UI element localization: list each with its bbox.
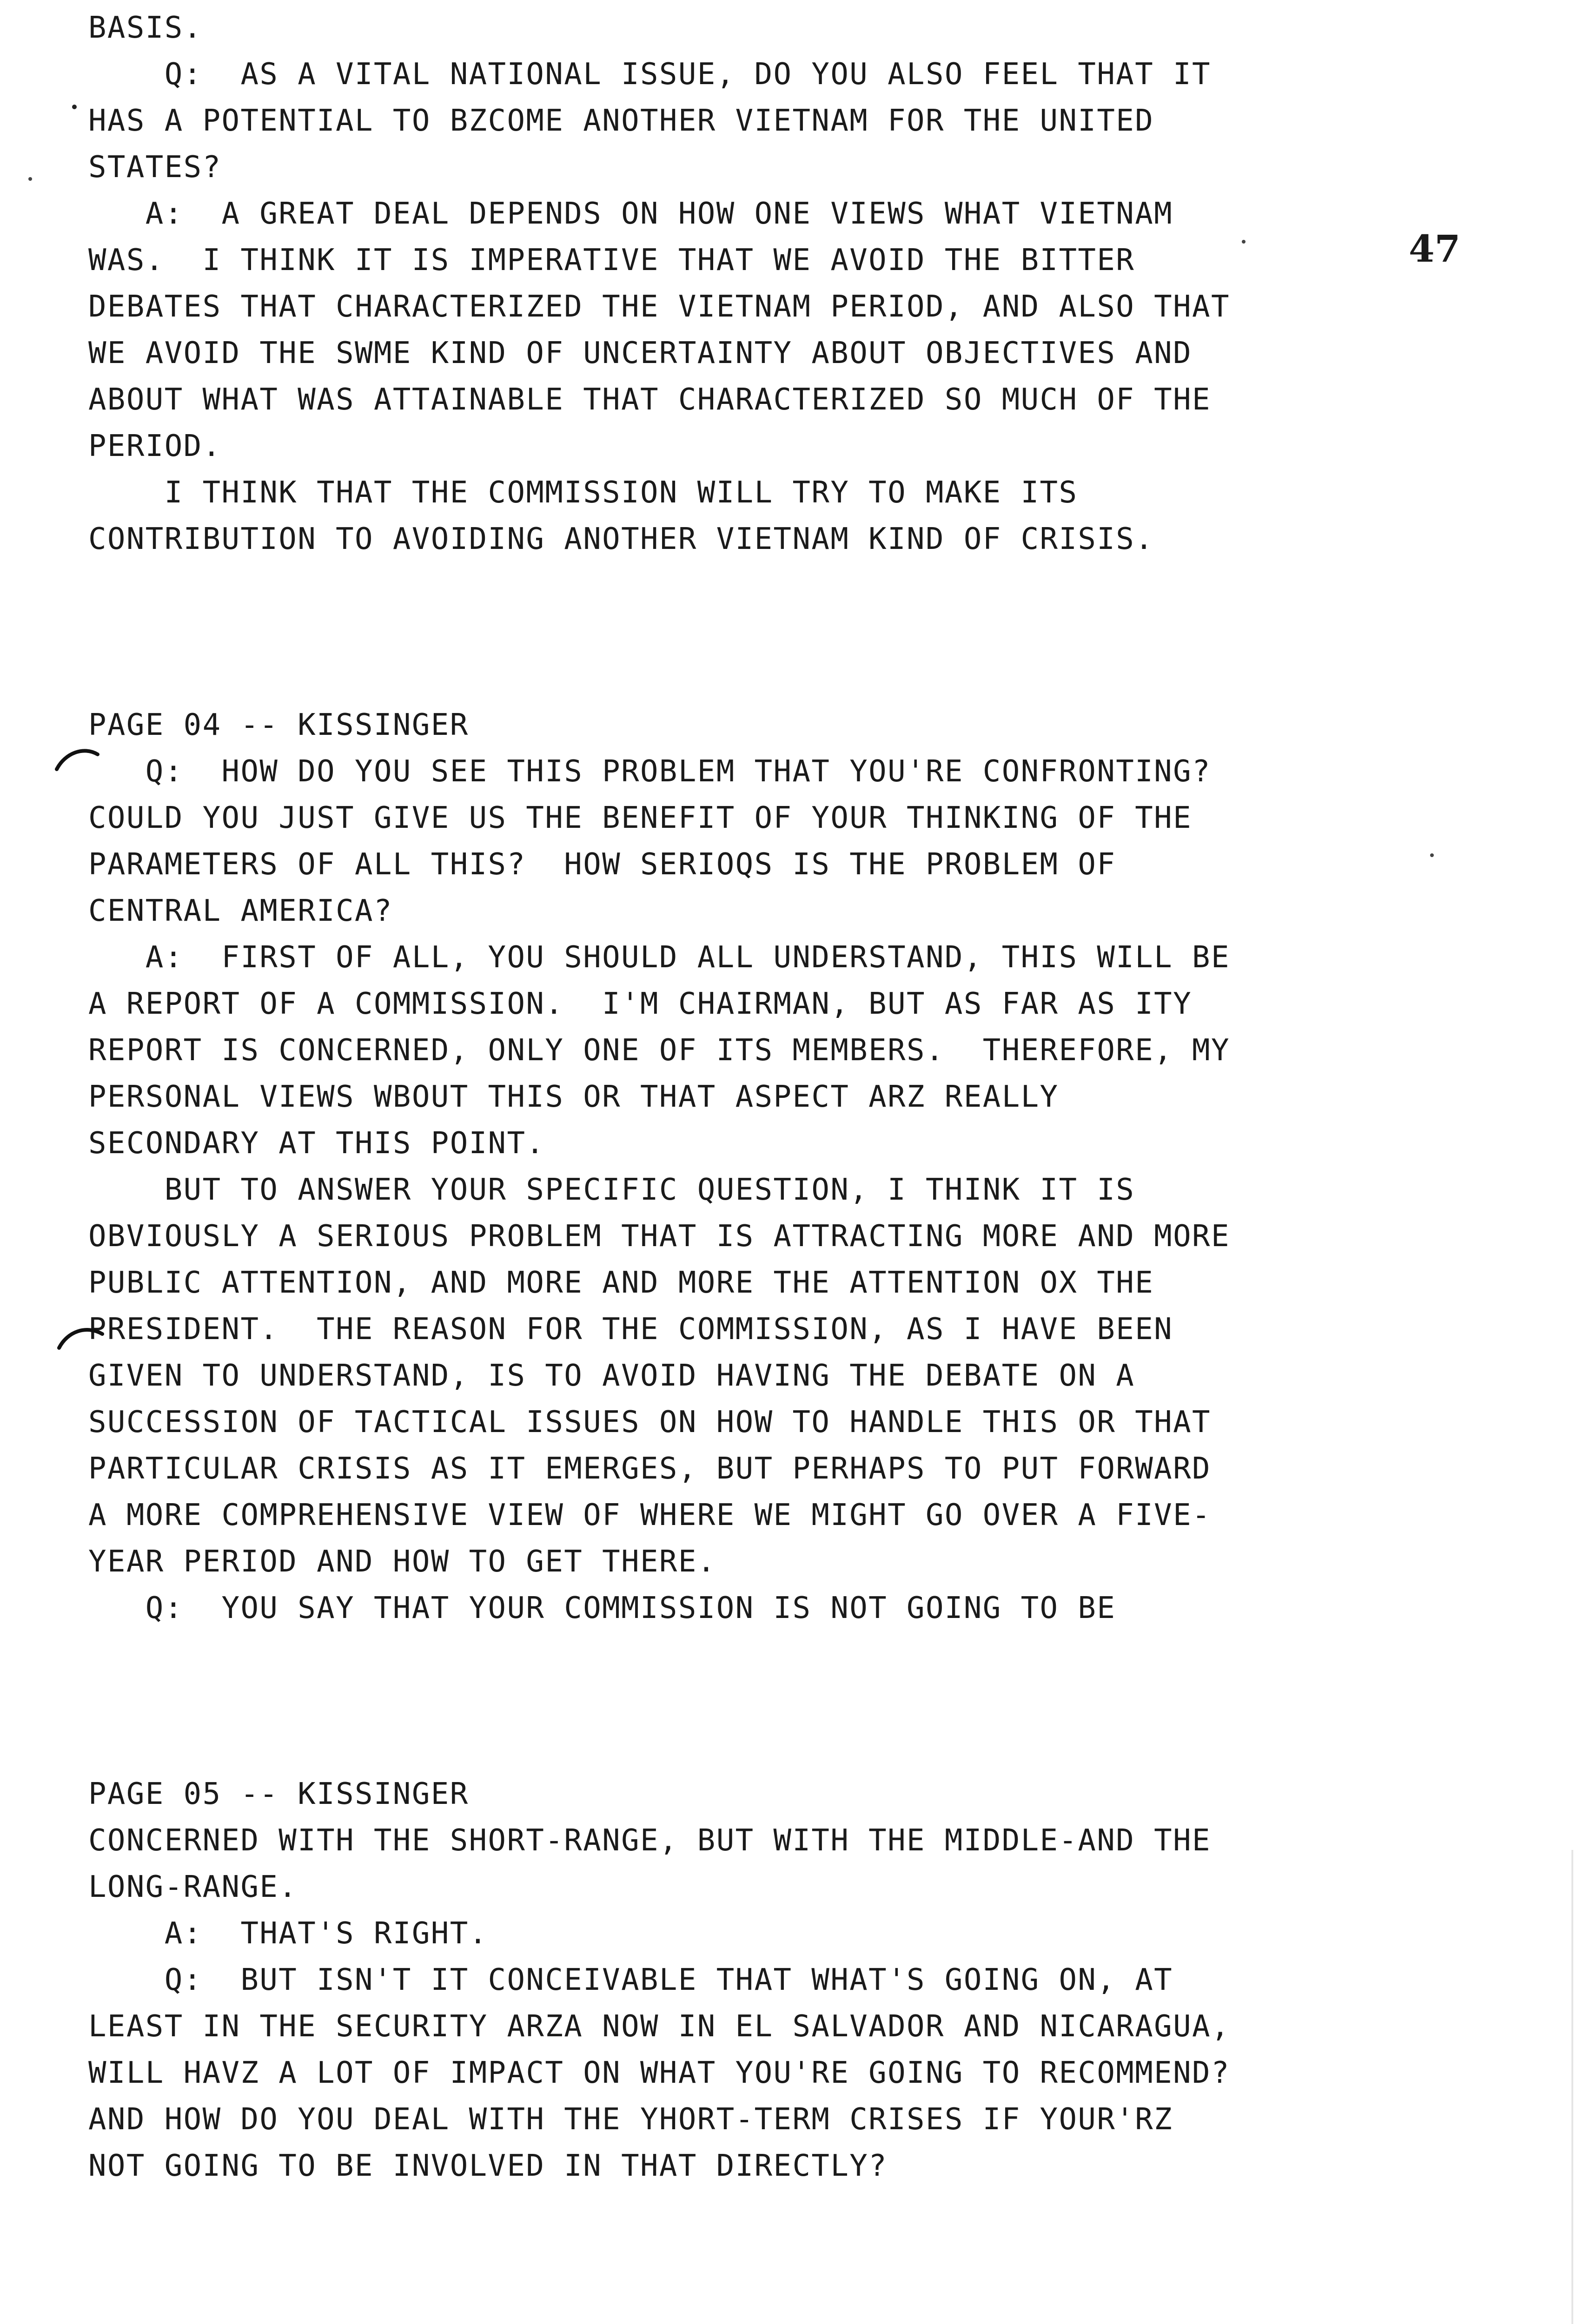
- text-line: A: FIRST OF ALL, YOU SHOULD ALL UNDERSTAND, THIS WILL BE: [88, 940, 1230, 975]
- text-line: PERIOD.: [88, 429, 222, 463]
- text-line: BASIS.: [88, 11, 203, 45]
- text-line: COULD YOU JUST GIVE US THE BENEFIT OF YOUR THINKING OF THE: [88, 801, 1193, 835]
- text-line: I THINK THAT THE COMMISSION WILL TRY TO MAKE ITS: [88, 475, 1078, 510]
- text-line: A REPORT OF A COMMISSION. I'M CHAIRMAN, BUT AS FAR AS ITY: [88, 987, 1193, 1021]
- text-line: Q: YOU SAY THAT YOUR COMMISSION IS NOT GOING TO BE: [88, 1591, 1116, 1625]
- text-line: PRESIDENT. THE REASON FOR THE COMMISSION, AS I HAVE BEEN: [88, 1312, 1173, 1347]
- text-line: STATES?: [88, 150, 222, 185]
- speck-mark-icon: [26, 174, 35, 184]
- text-line: A: THAT'S RIGHT.: [88, 1916, 488, 1951]
- text-line: DEBATES THAT CHARACTERIZED THE VIETNAM PERIOD, AND ALSO THAT: [88, 290, 1230, 324]
- text-line: PARAMETERS OF ALL THIS? HOW SERIOQS IS THE PROBLEM OF: [88, 847, 1116, 882]
- text-line: Q: BUT ISN'T IT CONCEIVABLE THAT WHAT'S GOING ON, AT: [88, 1963, 1173, 1997]
- text-line: GIVEN TO UNDERSTAND, IS TO AVOID HAVING THE DEBATE ON A: [88, 1359, 1135, 1393]
- text-line: AND HOW DO YOU DEAL WITH THE YHORT-TERM CRISES IF YOUR'RZ: [88, 2102, 1173, 2137]
- text-line: A MORE COMPREHENSIVE VIEW OF WHERE WE MIGHT GO OVER A FIVE-: [88, 1498, 1211, 1532]
- section-header-page-04: PAGE 04 -- KISSINGER: [88, 708, 469, 742]
- text-line: HAS A POTENTIAL TO BZCOME ANOTHER VIETNAM FOR THE UNITED: [88, 104, 1154, 138]
- text-line: WILL HAVZ A LOT OF IMPACT ON WHAT YOU'RE GOING TO RECOMMEND?: [88, 2056, 1230, 2090]
- speck-mark-icon: [70, 102, 79, 112]
- text-line: PUBLIC ATTENTION, AND MORE AND MORE THE ATTENTION OX THE: [88, 1266, 1154, 1300]
- text-line: LEAST IN THE SECURITY ARZA NOW IN EL SALVADOR AND NICARAGUA,: [88, 2009, 1230, 2044]
- scan-edge: [1571, 1850, 1573, 2324]
- text-line: OBVIOUSLY A SERIOUS PROBLEM THAT IS ATTRACTING MORE AND MORE: [88, 1219, 1230, 1254]
- speck-mark-icon: [1427, 851, 1437, 860]
- margin-arc-mark-icon: [53, 1320, 109, 1357]
- text-line: WE AVOID THE SWME KIND OF UNCERTAINTY ABOUT OBJECTIVES AND: [88, 336, 1193, 370]
- speck-mark-icon: [1239, 237, 1248, 246]
- page-number: 47: [1409, 227, 1461, 271]
- text-line: Q: HOW DO YOU SEE THIS PROBLEM THAT YOU'RE CONFRONTING?: [88, 754, 1211, 789]
- text-line: Q: AS A VITAL NATIONAL ISSUE, DO YOU ALSO FEEL THAT IT: [88, 57, 1211, 92]
- text-line: LONG-RANGE.: [88, 1870, 298, 1904]
- text-line: CONCERNED WITH THE SHORT-RANGE, BUT WITH THE MIDDLE-AND THE: [88, 1823, 1211, 1858]
- margin-arc-mark-icon: [51, 741, 107, 779]
- text-line: SUCCESSION OF TACTICAL ISSUES ON HOW TO HANDLE THIS OR THAT: [88, 1405, 1211, 1439]
- text-line: CENTRAL AMERICA?: [88, 894, 393, 928]
- text-line: CONTRIBUTION TO AVOIDING ANOTHER VIETNAM KIND OF CRISIS.: [88, 522, 1154, 556]
- section-header-page-05: PAGE 05 -- KISSINGER: [88, 1777, 469, 1811]
- text-line: WAS. I THINK IT IS IMPERATIVE THAT WE AVOID THE BITTER: [88, 243, 1135, 277]
- text-line: A: A GREAT DEAL DEPENDS ON HOW ONE VIEWS WHAT VIETNAM: [88, 197, 1173, 231]
- text-line: NOT GOING TO BE INVOLVED IN THAT DIRECTLY?: [88, 2149, 888, 2183]
- text-line: PERSONAL VIEWS WBOUT THIS OR THAT ASPECT ARZ REALLY: [88, 1080, 1059, 1114]
- text-line: BUT TO ANSWER YOUR SPECIFIC QUESTION, I THINK IT IS: [88, 1173, 1135, 1207]
- text-line: PARTICULAR CRISIS AS IT EMERGES, BUT PERHAPS TO PUT FORWARD: [88, 1452, 1211, 1486]
- text-line: SECONDARY AT THIS POINT.: [88, 1126, 545, 1161]
- text-line: ABOUT WHAT WAS ATTAINABLE THAT CHARACTERIZED SO MUCH OF THE: [88, 383, 1211, 417]
- text-line: REPORT IS CONCERNED, ONLY ONE OF ITS MEMBERS. THEREFORE, MY: [88, 1033, 1230, 1068]
- text-line: YEAR PERIOD AND HOW TO GET THERE.: [88, 1545, 716, 1579]
